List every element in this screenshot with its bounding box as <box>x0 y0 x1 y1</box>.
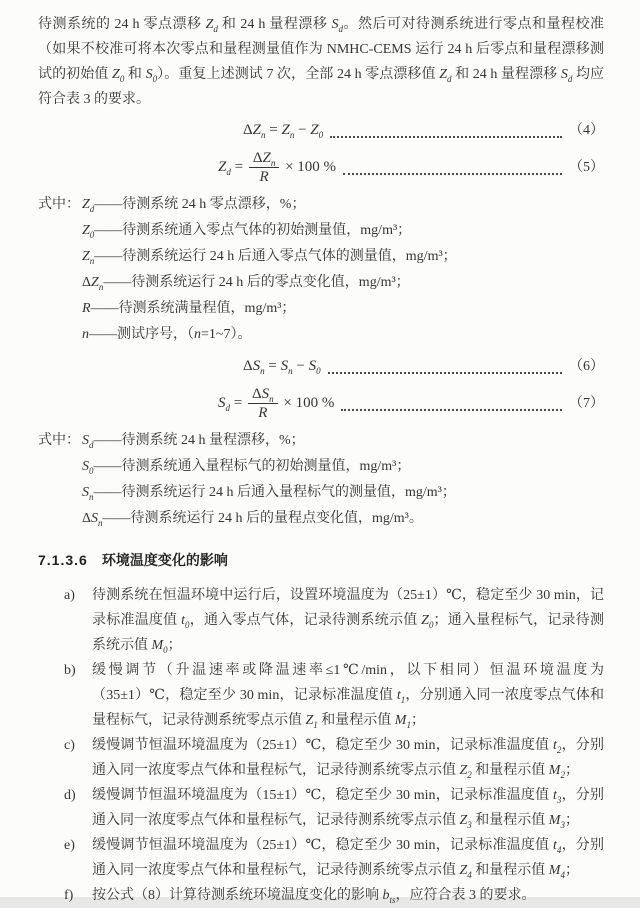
list-item-f <box>38 883 604 908</box>
formula-7-expression: $S_d$ = $\frac{\Delta S_n}{R}$ × 100 % <box>218 386 335 421</box>
list-item-e <box>38 833 604 883</box>
formula-5-expression: $Z_d$ = $\frac{\Delta Z_n}{R}$ × 100 % <box>218 150 337 185</box>
definition-row: $S_0——$待测系统通入量程标气的初始测量值，mg/m³； <box>82 459 411 476</box>
dot-leader <box>328 372 562 374</box>
definition-row: R——待测系统满量程值，mg/m³； <box>82 301 296 316</box>
where-label: 式中： <box>38 197 80 212</box>
list-item-a <box>38 583 604 658</box>
formula-4-expression: $\Delta Z_n = Z_n - Z_0$ <box>243 122 324 140</box>
definition-row: $Z_0——$待测系统通入零点气体的初始测量值，mg/m³； <box>82 223 412 240</box>
dot-leader <box>341 409 562 411</box>
section-heading <box>38 548 604 573</box>
list-item-label: f) <box>64 888 74 903</box>
list-item-b <box>38 658 604 733</box>
equation-number-7: （7） <box>569 396 604 411</box>
dot-leader <box>343 173 562 175</box>
list-item-text: 待测系统在恒温环境中运行后，设置环境温度为（25±1）℃，稳定至少 30 min，记录标准温度值 $t_0$，通入零点气体，记录待测系统示值 $Z_0$；通入量程标气，记录待测系统示值 $M_0$； <box>92 588 605 655</box>
equation-number-5: （5） <box>569 160 604 175</box>
list-item-text: 缓慢调节（升温速率或降温速率≤1℃/min，以下相同）恒温环境温度为（35±1）℃，稳定至少 30 min，记录标准温度值 $t_1$，分别通入同一浓度零点气体和量程标气，记录待测系统零点示值 $Z_1$ 和量程示值 $M_1$； <box>92 663 605 730</box>
dot-leader <box>330 136 562 138</box>
definition-row: $Z_n——$待测系统运行 24 h 后通入零点气体的测量值，mg/m³； <box>82 249 457 266</box>
definition-row: n——测试序号，（n=1~7）。 <box>82 327 252 342</box>
list-item-text: 按公式（8）计算待测系统环境温度变化的影响 $b_{ts}$，应符合表 3 的要求。 <box>92 888 536 905</box>
definition-row: $\Delta Z_n——$待测系统运行 24 h 后的零点变化值，mg/m³； <box>82 275 410 292</box>
section-title: 环境温度变化的影响 <box>101 552 228 568</box>
formula-6 <box>38 354 604 379</box>
intro-paragraph: 待测系统的 24 h 零点漂移 $Z_d$ 和 24 h 量程漂移 $S_d$。然后可对待测系统进行零点和量程校准（如果不校准可将本次零点和量程测量值作为 NMHC-CEMS 运行 24 h 后零点和量程漂移测试的初始值 $Z_0$ 和 $S_0$）。重复上述测试 7 次，全部 24 h 零点漂移值 $Z_d$ 和 24 h 量程漂移 $S_d$ 均应符合表 3 的要求。 <box>38 17 605 107</box>
formula-5 <box>38 149 604 186</box>
section-number: 7.1.3.6 <box>38 552 88 568</box>
list-item-label: a) <box>64 588 75 603</box>
equation-number-6: （6） <box>569 359 604 374</box>
where-clause-zero-drift <box>38 192 604 348</box>
list-item-text: 缓慢调节恒温环境温度为（25±1）℃，稳定至少 30 min，记录标准温度值 $t_4$，分别通入同一浓度零点气体和量程标气，记录待测系统零点示值 $Z_4$ 和量程示值 $M_4$； <box>92 838 605 880</box>
equation-number-4: （4） <box>569 123 604 138</box>
list-item-label: e) <box>64 838 75 853</box>
list-item-label: d) <box>64 788 76 803</box>
formula-7 <box>38 385 604 422</box>
formula-4 <box>38 118 604 143</box>
where-clause-span-drift <box>38 428 604 532</box>
list-item-label: b) <box>64 663 76 678</box>
definition-row: $S_n——$待测系统运行 24 h 后通入量程标气的测量值，mg/m³； <box>82 485 456 502</box>
list-item-c <box>38 733 604 783</box>
list-item-label: c) <box>64 738 75 753</box>
list-item-text: 缓慢调节恒温环境温度为（25±1）℃，稳定至少 30 min，记录标准温度值 $t_2$，分别通入同一浓度零点气体和量程标气，记录待测系统零点示值 $Z_2$ 和量程示值 $M_2$； <box>92 738 605 780</box>
list-item-text: 缓慢调节恒温环境温度为（15±1）℃，稳定至少 30 min，记录标准温度值 $t_3$，分别通入同一浓度零点气体和量程标气，记录待测系统零点示值 $Z_3$ 和量程示值 $M_3$； <box>92 788 605 830</box>
where-label: 式中： <box>38 433 80 448</box>
list-item-d <box>38 783 604 833</box>
definition-row: $\Delta S_n——$待测系统运行 24 h 后的量程点变化值，mg/m³。 <box>82 511 423 528</box>
definition-row: $S_d——$待测系统 24 h 量程漂移，%； <box>82 433 305 450</box>
formula-6-expression: $\Delta S_n = S_n - S_0$ <box>243 358 321 376</box>
definition-row: $Z_d——$待测系统 24 h 零点漂移，%； <box>82 197 306 214</box>
